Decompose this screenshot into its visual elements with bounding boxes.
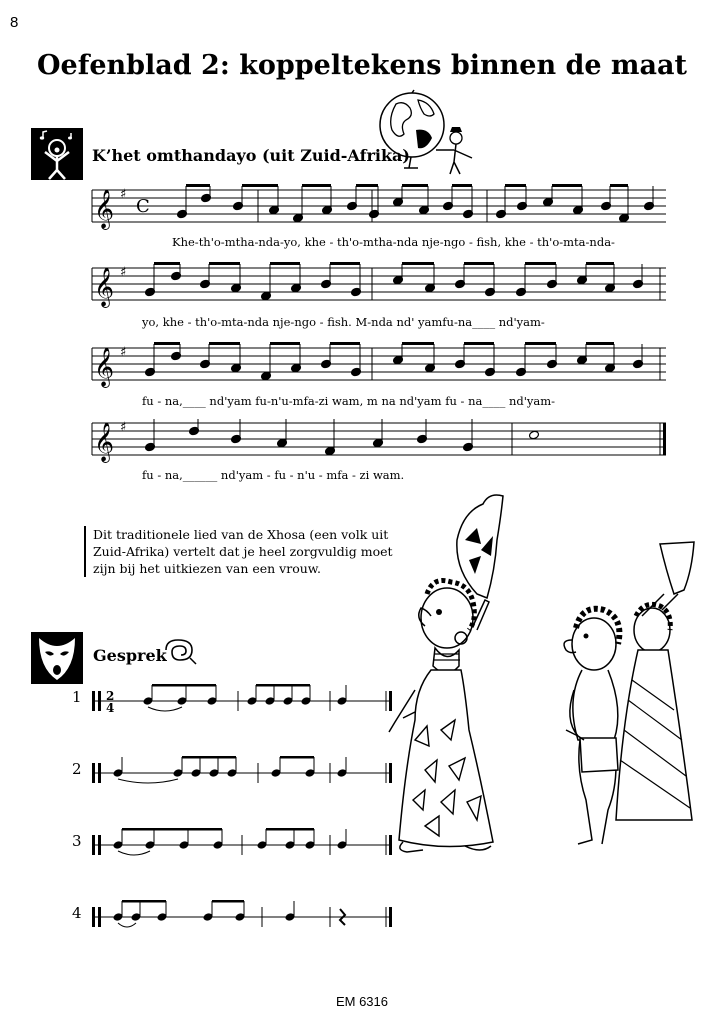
beam <box>122 900 140 903</box>
beam <box>292 684 310 687</box>
percussion-clef-thick <box>92 907 95 927</box>
beam <box>200 756 218 759</box>
percussion-clef-thin <box>98 691 101 711</box>
beam <box>256 684 274 687</box>
percussion-clef-thick <box>92 691 95 711</box>
percussion-clef-thin <box>98 835 101 855</box>
key-sharp-icon: ♯ <box>120 345 127 360</box>
beam <box>294 828 314 831</box>
info-line-2: Zuid-Afrika) vertelt dat je heel zorgvuldig moet <box>93 544 393 559</box>
song-title: K’het omthandayo (uit Zuid-Afrika) <box>92 146 410 165</box>
treble-clef-icon: 𝄞 <box>94 347 115 387</box>
time-signature-top: 2 <box>106 689 115 703</box>
page-title: Oefenblad 2: koppeltekens binnen de maat <box>37 50 687 81</box>
exercise-number-3: 3 <box>72 832 82 850</box>
tie <box>118 779 178 783</box>
key-sharp-icon: ♯ <box>120 420 127 435</box>
woman-with-vase-icon <box>385 490 515 865</box>
percussion-clef-thin <box>98 763 101 783</box>
exercise-number-2: 2 <box>72 760 82 778</box>
gesprek-title: Gesprek <box>93 646 167 665</box>
beam <box>218 756 236 759</box>
percussion-clef-thick <box>92 835 95 855</box>
key-sharp-icon: ♯ <box>120 187 127 202</box>
treble-clef-icon: 𝄞 <box>94 189 115 229</box>
beam <box>212 900 244 903</box>
time-signature-bottom: 4 <box>106 701 115 715</box>
tie <box>118 851 150 855</box>
lyrics-line-1: Khe-th'o-mtha-nda-yo, khe - th'o-mtha-nda nje-ngo - fish, khe - th'o-mta-nda- <box>172 235 615 249</box>
couple-illustration-icon <box>552 540 702 850</box>
rhythm-exercise-1 <box>92 684 392 715</box>
exercise-number-1: 1 <box>72 688 82 706</box>
treble-clef-icon: 𝄞 <box>94 422 115 462</box>
beam <box>266 828 294 831</box>
percussion-clef-thin <box>98 907 101 927</box>
beam <box>188 828 222 831</box>
exercise-number-4: 4 <box>72 904 82 922</box>
final-bar-thick <box>389 907 392 927</box>
rhythm-exercise-4 <box>92 900 392 927</box>
beam <box>182 756 200 759</box>
lyrics-line-3: fu - na,____ nd'yam fu-n'u-mfa-zi wam, m na nd'yam fu - na____ nd'yam- <box>142 394 556 408</box>
beam <box>186 684 216 687</box>
lyrics-line-4: fu - na,______ nd'yam - fu - n'u - mfa - zi wam. <box>142 468 405 482</box>
treble-clef-icon: 𝄞 <box>94 267 115 307</box>
info-line-1: Dit traditionele lied van de Xhosa (een volk uit <box>93 527 389 542</box>
rhythm-exercise-2 <box>92 756 392 783</box>
key-sharp-icon: ♯ <box>120 265 127 280</box>
page-footer: EM 6316 <box>335 994 389 1009</box>
tie <box>118 923 136 927</box>
info-line-3: zijn bij het uitkiezen van een vrouw. <box>93 561 321 576</box>
rhythm-exercise-3 <box>92 828 392 855</box>
beam <box>152 684 186 687</box>
beam <box>154 828 188 831</box>
tie <box>148 707 182 711</box>
lyrics-line-2: yo, khe - th'o-mta-nda nje-ngo - fish. M-nda nd' yamfu-na____ nd'yam- <box>142 315 545 329</box>
beam <box>140 900 166 903</box>
page-number: 8 <box>10 14 19 31</box>
beam <box>280 756 314 759</box>
beam <box>274 684 292 687</box>
percussion-clef-thick <box>92 763 95 783</box>
time-signature: C <box>136 196 150 217</box>
beam <box>122 828 154 831</box>
